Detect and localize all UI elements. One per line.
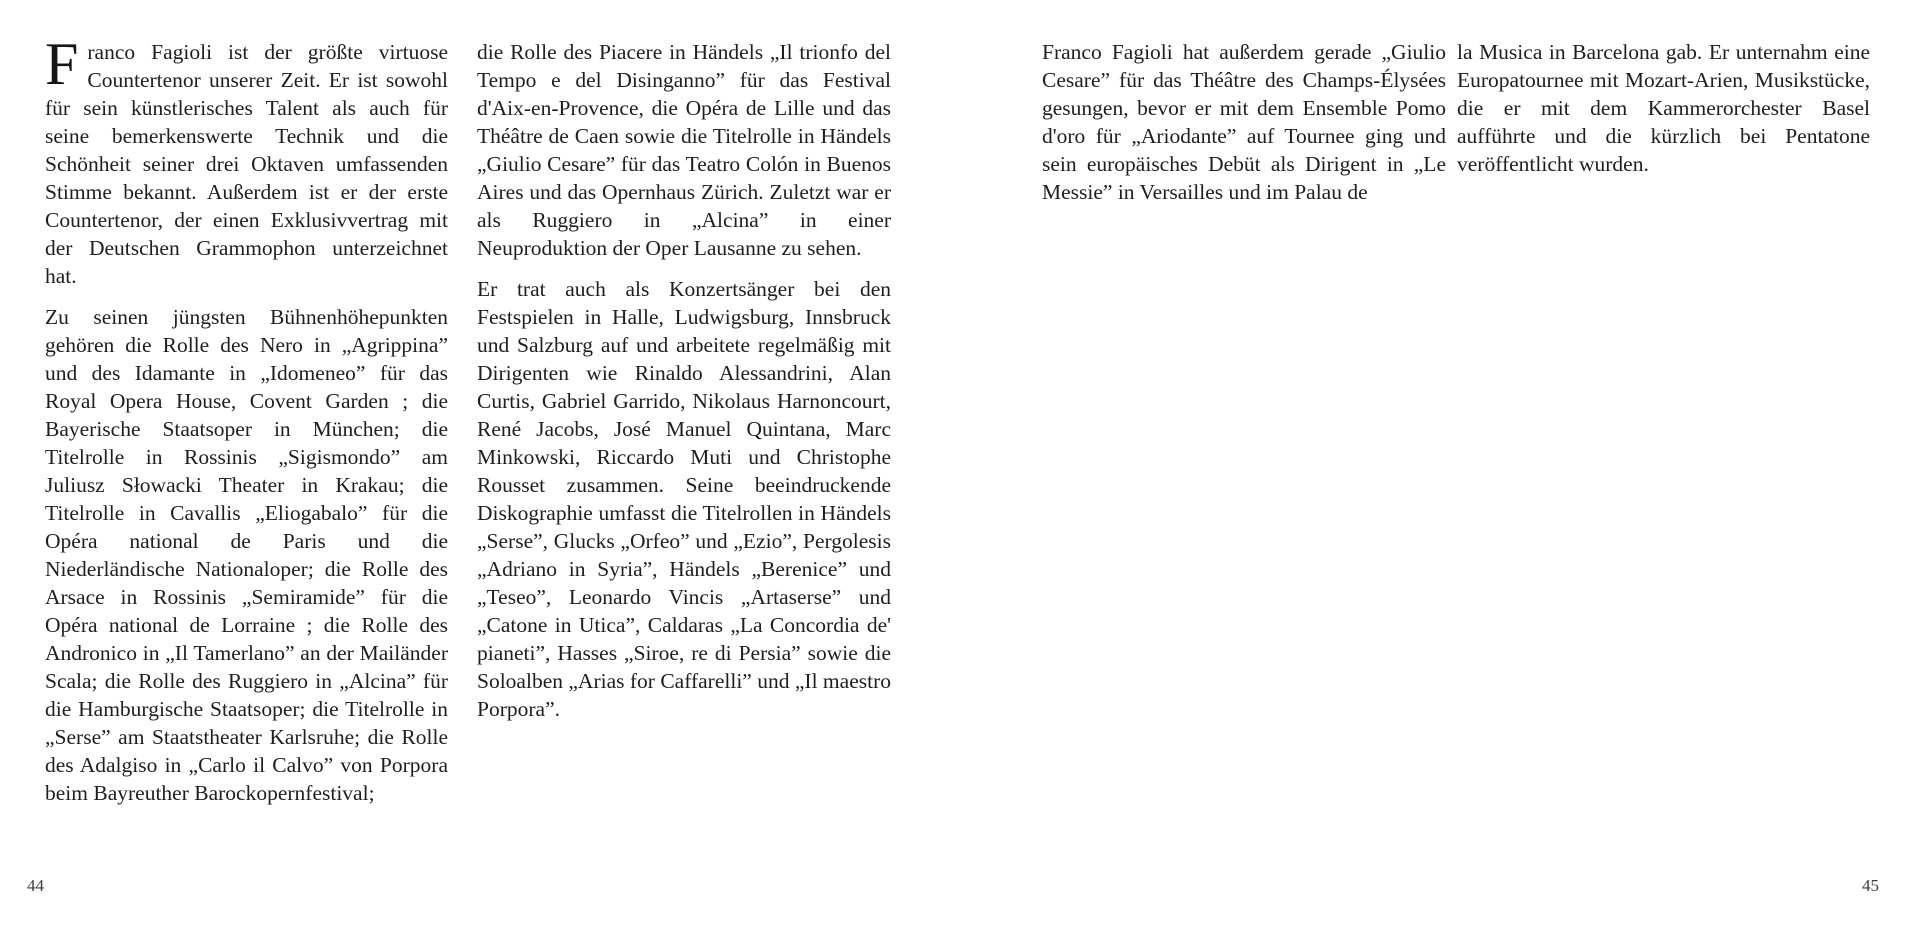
bio-paragraph-stage-continued — [477, 38, 891, 262]
left-page-column-2 — [477, 38, 891, 736]
bio-paragraph-recent-projects-continued — [1457, 38, 1870, 178]
bio-paragraph-stage-continued-text: die Rolle des Piacere in Händels „Il trionfo del Tempo e del Disinganno” für das Festival d'Aix-en-Provence, die Opéra de Lille und das Théâtre de Caen sowie die Titelrolle in Händels „Giulio Cesare” für das Teatro Colón in Buenos Aires und das Opernhaus Zürich. Zuletzt war er als Ruggiero in „Alcina” in einer Neuproduktion der Oper Lausanne zu sehen. — [477, 40, 891, 260]
left-page-column-1 — [45, 31, 448, 820]
right-page-column-2 — [1457, 38, 1870, 191]
bio-paragraph-concerts-discography-text: Er trat auch als Konzertsänger bei den Festspielen in Halle, Ludwigsburg, Innsbruck und Salzburg auf und arbeitete regelmäßig mit Dirigenten wie Rinaldo Alessandrini, Alan Curtis, Gabriel Garrido, Nikolaus Harnoncourt, René Jacobs, José Manuel Quintana, Marc Minkowski, Riccardo Muti und Christophe Rousset zusammen. Seine beeindruckende Diskographie umfasst die Titelrollen in Händels „Serse”, Glucks „Orfeo” und „Ezio”, Pergolesis „Adriano in Syria”, Händels „Berenice” und „Teseo”, Leonardo Vincis „Artaserse” und „Catone in Utica”, Caldaras „La Concordia de' pianeti”, Hasses „Siroe, re di Persia” sowie die Soloalben „Arias for Caffarelli” und „Il maestro Porpora”. — [477, 277, 891, 721]
bio-paragraph-intro-text: ranco Fagioli ist der größte virtuose Countertenor unserer Zeit. Er ist sowohl für sein künstlerisches Talent als auch für seine bemerkenswerte Technik und die Schönheit seiner drei Oktaven umfassenden Stimme bekannt. Außerdem ist er der erste Countertenor, der einen Exklusivvertrag mit der Deutschen Grammophon unterzeichnet hat. — [45, 40, 448, 288]
bio-paragraph-intro — [45, 31, 448, 290]
page-number-right: 45 — [1862, 876, 1879, 895]
bio-paragraph-concerts-discography — [477, 275, 891, 723]
bio-paragraph-recent-projects-continued-text: la Musica in Barcelona gab. Er unternahm eine Europatournee mit Mozart-Arien, Musikstücke, die er mit dem Kammerorchester Basel aufführte und die kürzlich bei Pentatone veröffentlicht wurden. — [1457, 40, 1870, 176]
right-page-column-1 — [1042, 38, 1446, 219]
bio-paragraph-recent-projects — [1042, 38, 1446, 206]
bio-paragraph-stage-highlights-text: Zu seinen jüngsten Bühnenhöhepunkten gehören die Rolle des Nero in „Agrippina” und des Idamante in „Idomeneo” für das Royal Opera House, Covent Garden ; die Bayerische Staatsoper in München; die Titelrolle in Rossinis „Sigismondo” am Juliusz Słowacki Theater in Krakau; die Titelrolle in Cavallis „Eliogabalo” für die Opéra national de Paris und die Niederländische Nationaloper; die Rolle des Arsace in Rossinis „Semiramide” für die Opéra national de Lorraine ; die Rolle des Andronico in „Il Tamerlano” an der Mailänder Scala; die Rolle des Ruggiero in „Alcina” für die Hamburgische Staatsoper; die Titelrolle in „Serse” am Staatstheater Karlsruhe; die Rolle des Adalgiso in „Carlo il Calvo” von Porpora beim Bayreuther Barockopernfestival; — [45, 305, 448, 805]
page-number-left: 44 — [27, 876, 44, 895]
bio-paragraph-recent-projects-text: Franco Fagioli hat außerdem gerade „Giulio Cesare” für das Théâtre des Champs-Élysées gesungen, bevor er mit dem Ensemble Pomo d'oro für „Ariodante” auf Tournee ging und sein europäisches Debüt als Dirigent in „Le Messie” in Versailles und im Palau de — [1042, 40, 1446, 204]
drop-cap-letter: F — [45, 31, 79, 97]
bio-paragraph-stage-highlights — [45, 303, 448, 807]
